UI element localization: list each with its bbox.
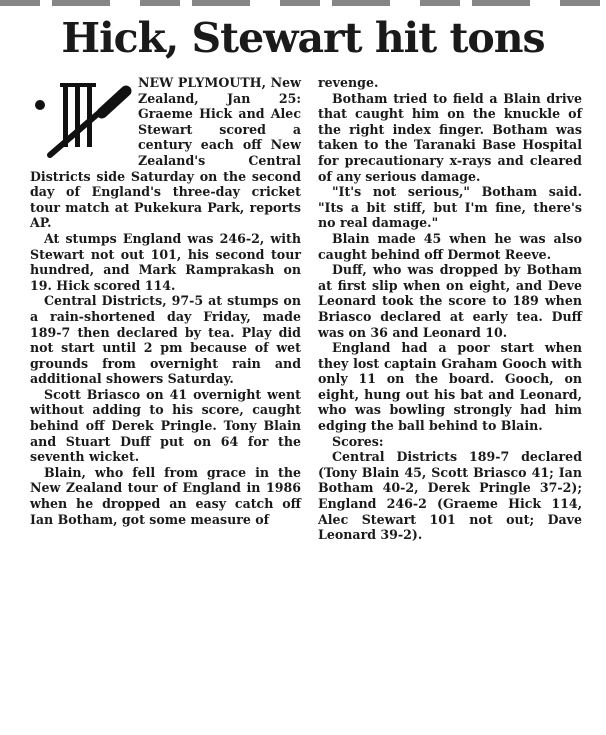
- paragraph: revenge.: [318, 75, 379, 90]
- cricket-stumps-bat-ball-icon: [30, 75, 132, 159]
- paragraph: Scores:: [332, 433, 384, 449]
- column-right: [318, 75, 582, 543]
- paragraph: England had a poor start when they lost captain Graham Gooch with only 11 on the board. Gooch, on eight, hung out his bat and Leonard, who was bowling strongly had him edging the ball behind to Blain.: [318, 340, 582, 434]
- paragraph: Duff, who was dropped by Botham at first slip when on eight, and Deve Leonard took the score to 189 when Briasco declared at early tea. Duff was on 36 and Leonard 10.: [318, 262, 582, 340]
- headline: Hick, Stewart hit tons: [61, 14, 545, 62]
- paragraph: Blain made 45 when he was also caught behind off Dermot Reeve.: [318, 230, 582, 262]
- paragraph: Scott Briasco on 41 overnight went without adding to his score, caught behind off Derek Pringle. Tony Blain and Stuart Duff put on 64 for the seventh wicket.: [30, 386, 301, 465]
- column-left: [30, 75, 301, 527]
- paragraph: Central Districts 189-7 declared (Tony Blain 45, Scott Briasco 41; Ian Botham 40-2, Derek Pringle 37-2); England 246-2 (Graeme Hick 114, Alec Stewart 101 not out; Dave Leonard 39-2).: [318, 449, 582, 543]
- paragraph: At stumps England was 246-2, with Stewart not out 101, his second tour hundred, and Mark Ramprakash on 19. Hick scored 114.: [30, 230, 301, 293]
- paragraph: Botham tried to field a Blain drive that caught him on the knuckle of the right index finger. Botham was taken to the Taranaki Base Hospital for precautionary x-rays and cleared of any serious damage.: [318, 90, 582, 184]
- paragraph: NEW PLYMOUTH, New Zealand, Jan 25: Graeme Hick and Alec Stewart scored a century each off New Zealand's Central Districts side Saturday on the second day of England's three-day cricket tour match at Pukekura Park, reports AP.: [30, 75, 301, 231]
- paragraph: Central Districts, 97-5 at stumps on a rain-shortened day Friday, made 189-7 then declared by tea. Play did not start until 2 pm because of wet grounds from overnight rain and additional showers Saturday.: [30, 293, 301, 387]
- clipping-top-edge: [0, 0, 606, 6]
- paragraph: Blain, who fell from grace in the New Zealand tour of England in 1986 when he dropped an easy catch off Ian Botham, got some measure of: [30, 464, 301, 527]
- paragraph: "It's not serious," Botham said. "Its a bit stiff, but I'm fine, there's no real damage.": [318, 184, 582, 231]
